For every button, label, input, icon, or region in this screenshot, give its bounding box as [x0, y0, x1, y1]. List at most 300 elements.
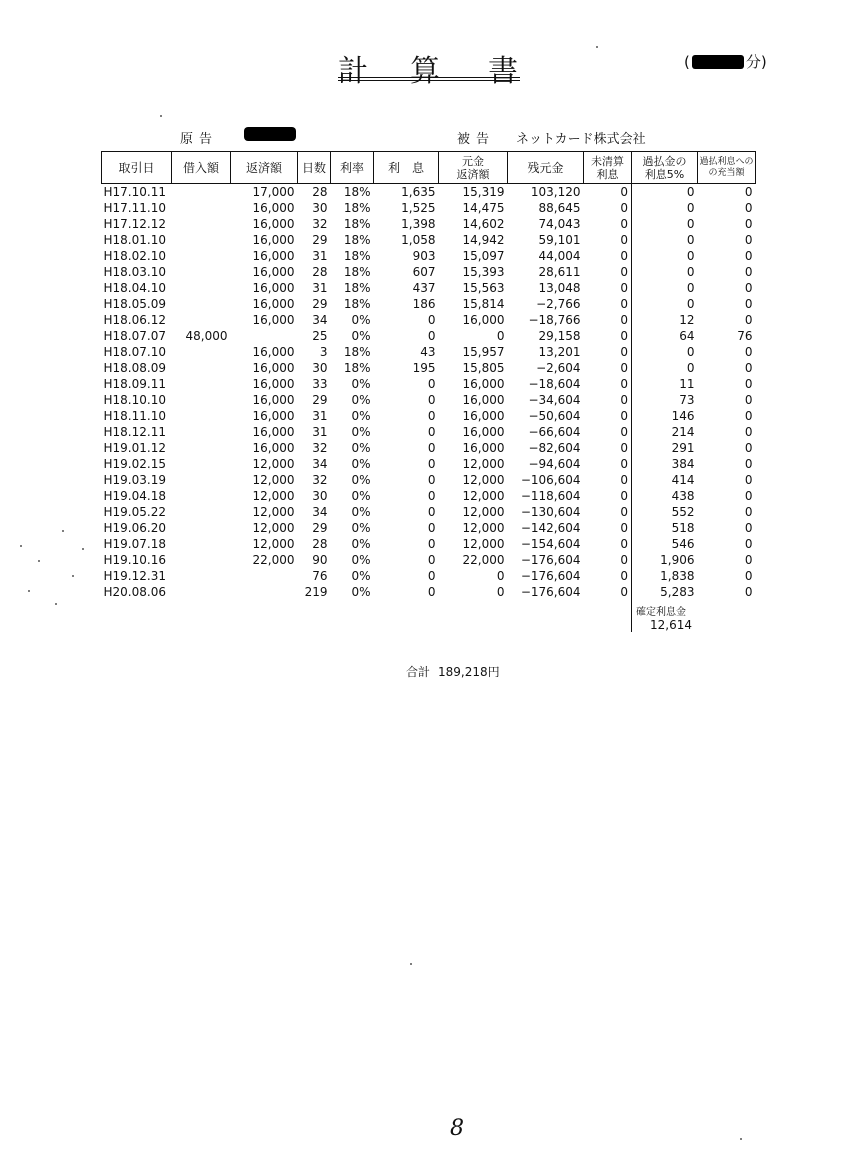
cell-applied-amount: 0 [744, 441, 753, 455]
cell-borrow [172, 360, 231, 376]
cell-unpaid-interest: 0 [584, 520, 632, 536]
cell-repay: 16,000 [252, 377, 295, 391]
total-label: 合計 [406, 665, 431, 679]
table-row [102, 504, 756, 520]
cell-principal-repaid: 12,000 [462, 505, 505, 519]
title-char: 算 [410, 54, 440, 89]
cell-overpaid-interest: 0 [686, 345, 695, 359]
cell-interest: 0 [427, 329, 436, 343]
header-principal-line1: 元金 [462, 154, 484, 168]
cell-overpaid-interest: 1,906 [660, 553, 695, 567]
cell-days: 34 [312, 505, 328, 519]
cell-rate: 18% [343, 185, 371, 199]
plaintiff-redaction [244, 127, 296, 141]
cell-interest: 0 [427, 553, 436, 567]
cell-remaining-principal: −154,604 [520, 537, 581, 551]
cell-unpaid-interest: 0 [584, 552, 632, 568]
table-row [102, 456, 756, 472]
table-row [102, 232, 756, 248]
table-row [102, 216, 756, 232]
cell-borrow [172, 488, 231, 504]
cell-principal-repaid: 15,957 [462, 345, 505, 359]
cell-applied-amount: 0 [744, 569, 753, 583]
cell-rate: 0% [351, 425, 371, 439]
cell-remaining-principal: −176,604 [520, 569, 581, 583]
cell-borrow [172, 216, 231, 232]
cell-remaining-principal: −34,604 [528, 393, 581, 407]
cell-remaining-principal: −66,604 [528, 425, 581, 439]
cell-days: 31 [312, 425, 328, 439]
cell-unpaid-interest: 0 [584, 504, 632, 520]
cell-interest: 0 [427, 489, 436, 503]
cell-date: H17.10.11 [103, 185, 166, 199]
cell-rate: 18% [343, 249, 371, 263]
cell-remaining-principal: 59,101 [538, 233, 581, 247]
cell-rate: 0% [351, 393, 371, 407]
cell-applied-amount: 0 [744, 201, 753, 215]
cell-days: 31 [312, 249, 328, 263]
cell-days: 34 [312, 457, 328, 471]
cell-date: H17.11.10 [103, 201, 166, 215]
cell-applied-amount: 0 [744, 217, 753, 231]
cell-unpaid-interest: 0 [584, 184, 632, 201]
header-applied-line2: の充当額 [708, 167, 745, 178]
header-applied [698, 152, 756, 184]
cell-repay: 12,000 [252, 505, 295, 519]
cell-date: H19.12.31 [103, 569, 166, 583]
title-underline [338, 80, 520, 81]
cell-date: H18.02.10 [103, 249, 166, 263]
cell-interest: 0 [427, 569, 436, 583]
plaintiff-label: 原告 [180, 132, 219, 147]
cell-principal-repaid: 16,000 [462, 441, 505, 455]
cell-borrow [172, 248, 231, 264]
cell-borrow [172, 584, 231, 600]
table-header-row [102, 152, 756, 184]
cell-repay: 16,000 [252, 249, 295, 263]
cell-applied-amount: 0 [744, 553, 753, 567]
cell-rate: 18% [343, 265, 371, 279]
cell-overpaid-interest: 0 [686, 297, 695, 311]
cell-principal-repaid: 0 [496, 585, 505, 599]
scan-speck [72, 575, 74, 577]
cell-repay: 16,000 [252, 201, 295, 215]
cell-repay: 16,000 [252, 297, 295, 311]
cell-overpaid-interest: 0 [686, 265, 695, 279]
cell-rate: 0% [351, 329, 371, 343]
cell-principal-repaid: 14,602 [462, 217, 505, 231]
cell-applied-amount: 0 [744, 585, 753, 599]
scan-speck [740, 1138, 742, 1140]
cell-remaining-principal: 103,120 [530, 185, 581, 199]
header-days: 日数 [298, 152, 331, 184]
cell-borrow [172, 504, 231, 520]
cell-date: H18.04.10 [103, 281, 166, 295]
cell-date: H18.08.09 [103, 361, 166, 375]
cell-applied-amount: 0 [744, 361, 753, 375]
scan-speck [38, 560, 40, 562]
cell-rate: 0% [351, 569, 371, 583]
cell-interest: 1,525 [401, 201, 436, 215]
cell-remaining-principal: −50,604 [528, 409, 581, 423]
cell-borrow [172, 568, 231, 584]
cell-date: H19.02.15 [103, 457, 166, 471]
cell-applied-amount: 76 [737, 329, 753, 343]
cell-rate: 18% [343, 361, 371, 375]
scan-speck [410, 963, 412, 965]
cell-days: 29 [312, 297, 328, 311]
cell-date: H18.03.10 [103, 265, 166, 279]
cell-interest: 1,635 [401, 185, 436, 199]
cell-date: H18.07.07 [103, 329, 166, 343]
cell-principal-repaid: 16,000 [462, 377, 505, 391]
cell-repay: 12,000 [252, 457, 295, 471]
scan-speck [55, 603, 57, 605]
cell-unpaid-interest: 0 [584, 584, 632, 600]
cell-unpaid-interest: 0 [584, 200, 632, 216]
table-row [102, 328, 756, 344]
table-row [102, 552, 756, 568]
cell-unpaid-interest: 0 [584, 440, 632, 456]
cell-rate: 0% [351, 441, 371, 455]
cell-overpaid-interest: 64 [679, 329, 695, 343]
cell-unpaid-interest: 0 [584, 360, 632, 376]
cell-rate: 0% [351, 473, 371, 487]
cell-applied-amount: 0 [744, 489, 753, 503]
defendant-label: 被告 [457, 132, 496, 147]
cell-borrow [172, 440, 231, 456]
cell-unpaid-interest: 0 [584, 408, 632, 424]
page-number: 8 [450, 1116, 464, 1141]
cell-remaining-principal: 29,158 [538, 329, 581, 343]
cell-repay [231, 568, 298, 584]
cell-applied-amount: 0 [744, 537, 753, 551]
cell-borrow [172, 472, 231, 488]
cell-principal-repaid: 0 [496, 329, 505, 343]
cell-applied-amount: 0 [744, 521, 753, 535]
cell-date: H19.04.18 [103, 489, 166, 503]
cell-days: 31 [312, 281, 328, 295]
scan-speck [596, 46, 598, 48]
cell-overpaid-interest: 552 [671, 505, 695, 519]
cell-days: 33 [312, 377, 328, 391]
cell-remaining-principal: −142,604 [520, 521, 581, 535]
cell-date: H18.12.11 [103, 425, 166, 439]
table-row [102, 200, 756, 216]
cell-unpaid-interest: 0 [584, 328, 632, 344]
cell-remaining-principal: −94,604 [528, 457, 581, 471]
header-unpaid [584, 152, 632, 184]
table-row [102, 408, 756, 424]
cell-repay: 16,000 [252, 425, 295, 439]
header-overpaid [632, 152, 698, 184]
cell-remaining-principal: 13,201 [538, 345, 581, 359]
cell-date: H19.06.20 [103, 521, 166, 535]
cell-principal-repaid: 12,000 [462, 521, 505, 535]
cell-applied-amount: 0 [744, 409, 753, 423]
cell-repay [231, 584, 298, 600]
cell-applied-amount: 0 [744, 281, 753, 295]
cell-borrow [172, 264, 231, 280]
cell-borrow [172, 232, 231, 248]
cell-rate: 0% [351, 521, 371, 535]
cell-days: 28 [312, 185, 328, 199]
cell-remaining-principal: −106,604 [520, 473, 581, 487]
cell-days: 29 [312, 393, 328, 407]
fixed-interest-divider [631, 600, 632, 632]
cell-repay: 16,000 [252, 393, 295, 407]
table-row [102, 344, 756, 360]
cell-repay: 12,000 [252, 489, 295, 503]
cell-overpaid-interest: 146 [671, 409, 695, 423]
cell-overpaid-interest: 414 [671, 473, 695, 487]
cell-borrow [172, 536, 231, 552]
cell-rate: 0% [351, 489, 371, 503]
cell-unpaid-interest: 0 [584, 488, 632, 504]
cell-overpaid-interest: 546 [671, 537, 695, 551]
cell-date: H20.08.06 [103, 585, 166, 599]
cell-applied-amount: 0 [744, 313, 753, 327]
cell-principal-repaid: 0 [496, 569, 505, 583]
cell-repay: 16,000 [252, 281, 295, 295]
cell-overpaid-interest: 73 [679, 393, 695, 407]
cell-days: 31 [312, 409, 328, 423]
cell-overpaid-interest: 518 [671, 521, 695, 535]
cell-principal-repaid: 15,563 [462, 281, 505, 295]
cell-applied-amount: 0 [744, 393, 753, 407]
cell-repay: 16,000 [252, 345, 295, 359]
cell-borrow [172, 456, 231, 472]
cell-days: 219 [304, 585, 328, 599]
cell-borrow [172, 200, 231, 216]
cell-principal-repaid: 16,000 [462, 313, 505, 327]
cell-borrow [172, 312, 231, 328]
cell-interest: 0 [427, 473, 436, 487]
cell-interest: 1,398 [401, 217, 436, 231]
cell-principal-repaid: 15,319 [462, 185, 505, 199]
scan-speck [160, 115, 162, 117]
table-row [102, 280, 756, 296]
cell-days: 30 [312, 201, 328, 215]
cell-days: 90 [312, 553, 328, 567]
cell-unpaid-interest: 0 [584, 472, 632, 488]
header-principal [439, 152, 508, 184]
cell-applied-amount: 0 [744, 297, 753, 311]
cell-principal-repaid: 15,805 [462, 361, 505, 375]
cell-applied-amount: 0 [744, 505, 753, 519]
cell-principal-repaid: 15,393 [462, 265, 505, 279]
header-unpaid-line1: 未清算 [591, 154, 624, 168]
header-date: 取引日 [102, 152, 172, 184]
cell-date: H19.10.16 [103, 553, 166, 567]
cell-rate: 0% [351, 553, 371, 567]
table-row [102, 184, 756, 201]
cell-principal-repaid: 12,000 [462, 537, 505, 551]
cell-repay: 12,000 [252, 521, 295, 535]
cell-days: 30 [312, 489, 328, 503]
defendant-name: ネットカード株式会社 [516, 132, 646, 147]
cell-unpaid-interest: 0 [584, 232, 632, 248]
table-row [102, 360, 756, 376]
cell-unpaid-interest: 0 [584, 248, 632, 264]
header-principal-line2: 返済額 [456, 167, 490, 181]
cell-interest: 0 [427, 441, 436, 455]
cell-date: H19.05.22 [103, 505, 166, 519]
cell-days: 28 [312, 537, 328, 551]
cell-unpaid-interest: 0 [584, 344, 632, 360]
cell-repay: 16,000 [252, 313, 295, 327]
table-row [102, 392, 756, 408]
cell-unpaid-interest: 0 [584, 376, 632, 392]
cell-repay [231, 328, 298, 344]
table-row [102, 488, 756, 504]
cell-days: 32 [312, 217, 328, 231]
table-row [102, 312, 756, 328]
cell-interest: 0 [427, 393, 436, 407]
cell-applied-amount: 0 [744, 457, 753, 471]
cell-remaining-principal: −130,604 [520, 505, 581, 519]
table-row [102, 568, 756, 584]
cell-borrow [172, 392, 231, 408]
scan-speck [82, 548, 84, 550]
cell-repay: 16,000 [252, 217, 295, 231]
cell-rate: 0% [351, 409, 371, 423]
cell-rate: 18% [343, 345, 371, 359]
cell-unpaid-interest: 0 [584, 536, 632, 552]
cell-interest: 0 [427, 505, 436, 519]
scan-speck [62, 530, 64, 532]
cell-borrow [172, 296, 231, 312]
cell-remaining-principal: 74,043 [538, 217, 581, 231]
cell-rate: 18% [343, 217, 371, 231]
cell-overpaid-interest: 438 [671, 489, 695, 503]
cell-remaining-principal: −2,604 [536, 361, 581, 375]
table-row [102, 520, 756, 536]
header-balance: 残元金 [508, 152, 584, 184]
table-row [102, 424, 756, 440]
cell-interest: 43 [420, 345, 436, 359]
cell-date: H18.11.10 [103, 409, 166, 423]
scan-speck [20, 545, 22, 547]
cell-overpaid-interest: 0 [686, 233, 695, 247]
cell-remaining-principal: 88,645 [538, 201, 581, 215]
cell-remaining-principal: 44,004 [538, 249, 581, 263]
cell-borrow [172, 184, 231, 201]
cell-date: H18.09.11 [103, 377, 166, 391]
cell-overpaid-interest: 0 [686, 361, 695, 375]
cell-date: H19.03.19 [103, 473, 166, 487]
cell-interest: 0 [427, 585, 436, 599]
cell-date: H18.05.09 [103, 297, 166, 311]
table-row [102, 296, 756, 312]
header-repay: 返済額 [231, 152, 298, 184]
cell-applied-amount: 0 [744, 233, 753, 247]
cell-unpaid-interest: 0 [584, 456, 632, 472]
cell-overpaid-interest: 384 [671, 457, 695, 471]
cell-repay: 16,000 [252, 441, 295, 455]
cell-unpaid-interest: 0 [584, 296, 632, 312]
cell-repay: 17,000 [252, 185, 295, 199]
cell-principal-repaid: 14,475 [462, 201, 505, 215]
cell-repay: 12,000 [252, 537, 295, 551]
cell-principal-repaid: 12,000 [462, 457, 505, 471]
cell-overpaid-interest: 12 [679, 313, 695, 327]
header-interest: 利 息 [374, 152, 439, 184]
cell-days: 29 [312, 233, 328, 247]
total [406, 663, 500, 680]
scan-speck [28, 590, 30, 592]
cell-overpaid-interest: 0 [686, 281, 695, 295]
cell-rate: 0% [351, 377, 371, 391]
cell-date: H18.06.12 [103, 313, 166, 327]
cell-overpaid-interest: 1,838 [660, 569, 695, 583]
cell-interest: 1,058 [401, 233, 436, 247]
cell-rate: 0% [351, 313, 371, 327]
cell-repay: 22,000 [252, 553, 295, 567]
cell-borrow [172, 376, 231, 392]
cell-repay: 12,000 [252, 473, 295, 487]
cell-remaining-principal: −176,604 [520, 553, 581, 567]
cell-principal-repaid: 15,097 [462, 249, 505, 263]
cell-principal-repaid: 16,000 [462, 393, 505, 407]
cell-unpaid-interest: 0 [584, 424, 632, 440]
cell-remaining-principal: −176,604 [520, 585, 581, 599]
cell-date: H18.01.10 [103, 233, 166, 247]
cell-rate: 0% [351, 457, 371, 471]
cell-interest: 0 [427, 457, 436, 471]
cell-unpaid-interest: 0 [584, 312, 632, 328]
period-suffix: 分) [745, 53, 767, 71]
cell-unpaid-interest: 0 [584, 280, 632, 296]
cell-rate: 0% [351, 585, 371, 599]
table-row [102, 440, 756, 456]
cell-applied-amount: 0 [744, 185, 753, 199]
cell-repay: 16,000 [252, 233, 295, 247]
cell-overpaid-interest: 0 [686, 249, 695, 263]
header-applied-line1: 過払利息への [699, 156, 754, 167]
header-rate: 利率 [331, 152, 374, 184]
cell-overpaid-interest: 11 [679, 377, 695, 391]
cell-days: 3 [319, 345, 328, 359]
cell-interest: 903 [412, 249, 436, 263]
fixed-interest-label: 確定利息金 [636, 607, 686, 618]
cell-applied-amount: 0 [744, 425, 753, 439]
cell-repay: 16,000 [252, 361, 295, 375]
cell-interest: 0 [427, 521, 436, 535]
table-row [102, 376, 756, 392]
table-row [102, 264, 756, 280]
cell-days: 76 [312, 569, 328, 583]
cell-borrow [172, 344, 231, 360]
cell-days: 29 [312, 521, 328, 535]
cell-overpaid-interest: 0 [686, 185, 695, 199]
cell-borrow: 48,000 [185, 329, 228, 343]
cell-applied-amount: 0 [744, 345, 753, 359]
fixed-interest-value: 12,614 [650, 618, 692, 632]
cell-applied-amount: 0 [744, 377, 753, 391]
cell-repay: 16,000 [252, 265, 295, 279]
cell-days: 30 [312, 361, 328, 375]
cell-overpaid-interest: 5,283 [660, 585, 695, 599]
cell-interest: 437 [412, 281, 436, 295]
cell-rate: 0% [351, 505, 371, 519]
header-unpaid-line2: 利息 [596, 167, 619, 181]
cell-rate: 18% [343, 297, 371, 311]
cell-date: H17.12.12 [103, 217, 166, 231]
title-underline [338, 77, 520, 78]
cell-overpaid-interest: 291 [671, 441, 695, 455]
table-row [102, 472, 756, 488]
